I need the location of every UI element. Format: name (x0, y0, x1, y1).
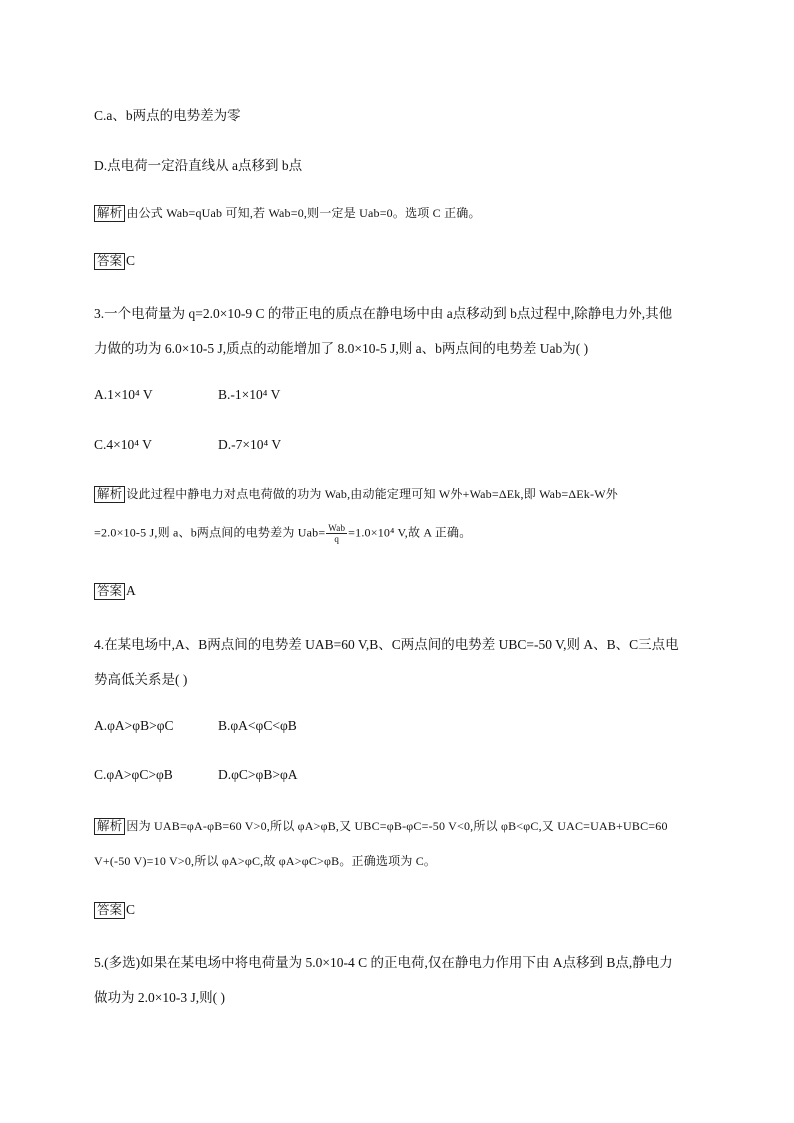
q4-options-row2 (94, 767, 298, 783)
q3-solution-line2 (94, 523, 471, 544)
q3-solution-text2-post: =1.0×10⁴ V,故 A 正确。 (348, 525, 472, 540)
q4-stem-line1: 4.在某电场中,A、B两点间的电势差 UAB=60 V,B、C两点间的电势差 UBC=-50 V,则 A、B、C三点电 (94, 637, 679, 652)
fraction-numerator: Wab (328, 523, 346, 533)
q4-option-c: C.φA>φC>φB (94, 767, 173, 782)
q2-answer-value: C (126, 253, 136, 268)
solution-tag: 解析 (94, 818, 125, 835)
fraction-denominator: q (334, 534, 340, 544)
q3-solution-line1 (94, 485, 618, 503)
q3-option-a: A.1×10⁴ V (94, 387, 153, 402)
q2-option-d: D.点电荷一定沿直线从 a点移到 b点 (94, 158, 303, 173)
q2-solution-text: 由公式 Wab=qUab 可知,若 Wab=0,则一定是 Uab=0。选项 C 正确。 (126, 206, 481, 220)
q3-answer (94, 583, 136, 600)
q2-solution (94, 204, 481, 222)
q5-stem-line2: 做功为 2.0×10-3 J,则( ) (94, 990, 225, 1005)
q3-option-d: D.-7×10⁴ V (218, 437, 282, 452)
q4-answer (94, 902, 135, 919)
answer-tag: 答案 (94, 253, 125, 270)
q3-options-row1 (94, 387, 281, 403)
q3-stem-line2: 力做的功为 6.0×10-5 J,质点的动能增加了 8.0×10-5 J,则 a、b两点间的电势差 Uab为( ) (94, 341, 589, 356)
solution-tag: 解析 (94, 486, 125, 503)
q3-answer-value: A (126, 583, 136, 598)
q4-answer-value: C (126, 902, 136, 917)
q3-solution-text1: 设此过程中静电力对点电荷做的功为 Wab,由动能定理可知 W外+Wab=ΔEk,即 Wab=ΔEk-W外 (126, 487, 618, 501)
q4-option-d: D.φC>φB>φA (218, 767, 298, 782)
q4-solution-line2: V+(-50 V)=10 V>0,所以 φA>φC,故 φA>φC>φB。正确选项为 C。 (94, 854, 437, 868)
answer-tag: 答案 (94, 583, 125, 600)
q3-option-b: B.-1×10⁴ V (218, 387, 281, 402)
q4-solution-line1 (94, 817, 668, 835)
q3-options-row2 (94, 437, 282, 453)
q3-option-c: C.4×10⁴ V (94, 437, 152, 452)
solution-tag: 解析 (94, 205, 125, 222)
q4-solution-text1: 因为 UAB=φA-φB=60 V>0,所以 φA>φB,又 UBC=φB-φC=-50 V<0,所以 φB<φC,又 UAC=UAB+UBC=60 (126, 819, 668, 833)
q4-option-a: A.φA>φB>φC (94, 718, 174, 733)
q4-options-row1 (94, 718, 297, 734)
q2-option-c: C.a、b两点的电势差为零 (94, 108, 241, 123)
q4-stem-line2: 势高低关系是( ) (94, 672, 188, 687)
q4-option-b: B.φA<φC<φB (218, 718, 297, 733)
q3-stem-line1: 3.一个电荷量为 q=2.0×10-9 C 的带正电的质点在静电场中由 a点移动到 b点过程中,除静电力外,其他 (94, 306, 673, 321)
q2-answer (94, 253, 135, 270)
q3-fraction (326, 523, 347, 544)
q5-stem-line1: 5.(多选)如果在某电场中将电荷量为 5.0×10-4 C 的正电荷,仅在静电力作用下由 A点移到 B点,静电力 (94, 955, 673, 970)
q3-solution-text2-pre: =2.0×10-5 J,则 a、b两点间的电势差为 Uab= (94, 525, 326, 540)
answer-tag: 答案 (94, 902, 125, 919)
